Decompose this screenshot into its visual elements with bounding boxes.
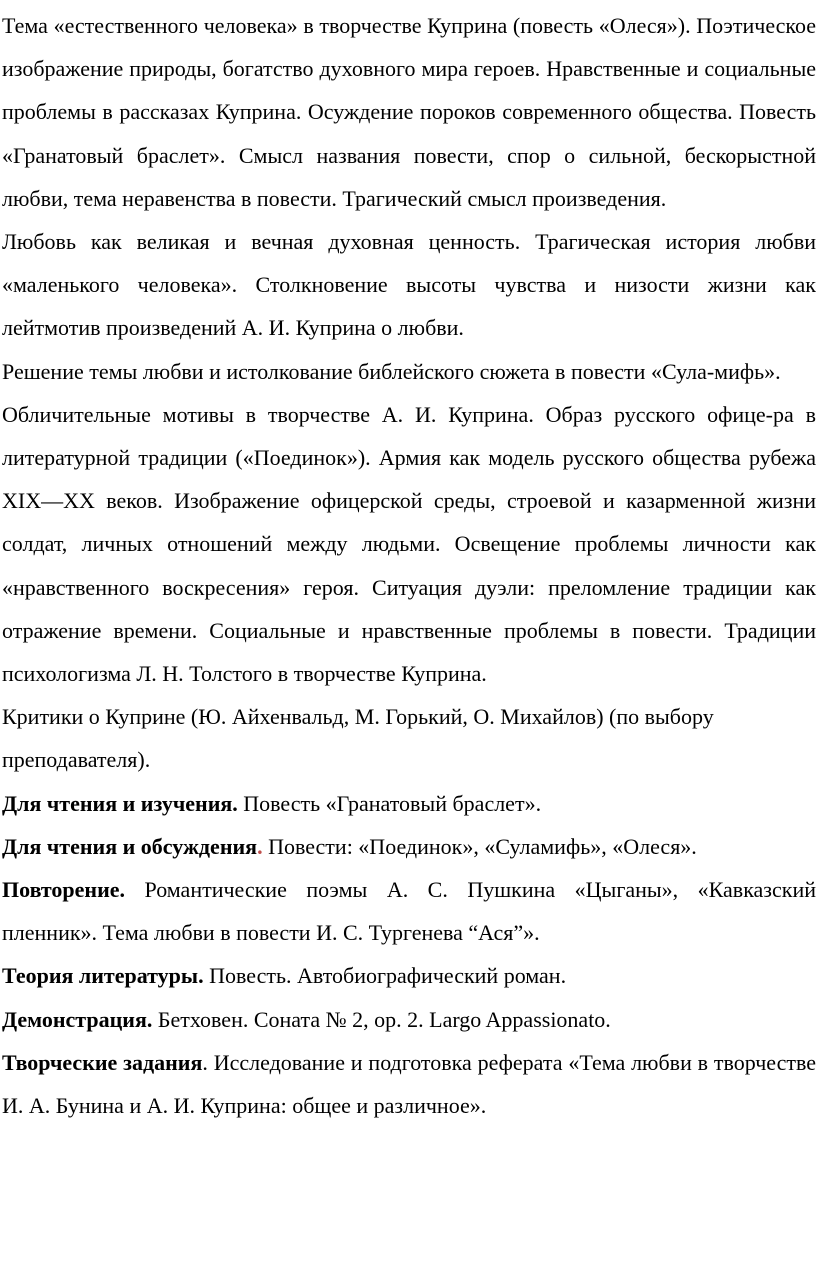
section-label: Повторение. xyxy=(2,877,126,903)
accent-period: . xyxy=(257,833,263,859)
section-label: Творческие задания xyxy=(2,1049,203,1075)
section-creative-tasks xyxy=(2,1041,816,1127)
section-reading-study xyxy=(2,782,816,825)
section-text: Романтические поэмы А. С. Пушкина «Цыганы», «Кавказский пленник». Тема любви в повести И. С. Тургенева “Ася”». xyxy=(2,877,816,946)
paragraph-love-value: Любовь как великая и вечная духовная ценность. Трагическая история любви «маленького человека». Столкновение высоты чувства и низости жизни как лейтмотив произведений А. И. Куприна о любви. xyxy=(2,229,816,341)
section-label: Теория литературы. xyxy=(2,963,204,989)
section-text: Повесть. Автобиографический роман. xyxy=(203,963,567,989)
section-label: Демонстрация. xyxy=(2,1006,153,1032)
paragraph-kuprin-themes: Тема «естественного человека» в творчестве Куприна (повесть «Олеся»). Поэтическое изображение природы, богатство духовного мира героев. Нравственные и социальные проблемы в рассказах Куприна. Осуждение пороков современного общества. Повесть «Гранатовый браслет». Смысл названия повести, спор о сильной, бескорыстной любви, тема неравенства в повести. Трагический смысл произведения. xyxy=(2,13,816,211)
section-repetition xyxy=(2,868,816,954)
section-text: . Исследование и подготовка реферата «Тема любви в творчестве И. А. Бунина и А. И. Куприна: общее и различное». xyxy=(2,1049,816,1119)
paragraph-sulamith: Решение темы любви и истолкование библейского сюжета в повести «Сула-мифь». xyxy=(2,358,781,384)
section-demonstration xyxy=(2,998,816,1041)
section-text: Бетховен. Соната № 2, ор. 2. Largo Appassionato. xyxy=(152,1006,611,1032)
section-text: Повесть «Гранатовый браслет». xyxy=(237,790,542,816)
section-label: Для чтения и изучения. xyxy=(2,790,238,816)
section-text: Повести: «Поединок», «Суламифь», «Олеся». xyxy=(262,833,697,859)
section-theory xyxy=(2,954,816,997)
paragraph-duel: Обличительные мотивы в творчестве А. И. Куприна. Образ русского офице-ра в литературной традиции («Поединок»). Армия как модель русского общества рубежа XIX—XX веков. Изображение офицерской среды, строевой и казарменной жизни солдат, личных отношений между людьми. Освещение проблемы личности как «нравственного воскресения» героя. Ситуация дуэли: преломление традиции как отражение времени. Социальные и нравственные проблемы в повести. Традиции психологизма Л. Н. Толстого в творчестве Куприна. xyxy=(2,401,816,687)
paragraph-critics: Критики о Куприне (Ю. Айхенвальд, М. Горький, О. Михайлов) (по выбору преподавателя). xyxy=(2,704,714,773)
section-label: Для чтения и обсуждения xyxy=(2,833,258,859)
section-reading-discussion xyxy=(2,825,816,868)
